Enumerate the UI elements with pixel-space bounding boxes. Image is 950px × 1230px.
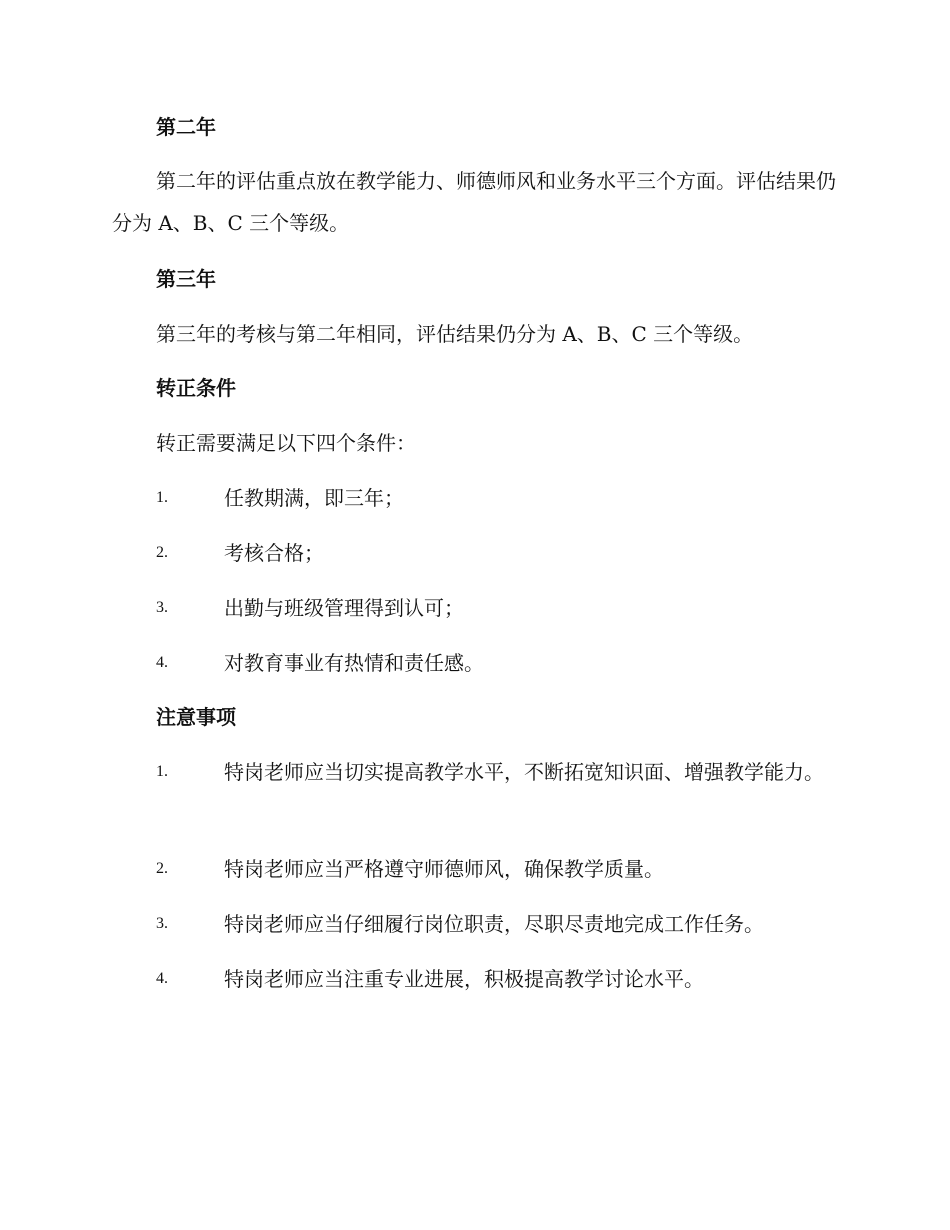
section-heading-year3: 第三年	[156, 267, 216, 291]
paragraph-conditions-intro: 转正需要满足以下四个条件：	[156, 431, 416, 455]
list-item-text: 任教期满，即三年；	[224, 486, 404, 510]
list-item-number: 4.	[156, 970, 168, 987]
list-item-text: 对教育事业有热情和责任感。	[224, 651, 484, 675]
list-item-number: 4.	[156, 654, 168, 671]
list-item	[112, 903, 836, 945]
list-item	[112, 642, 836, 684]
list-item-text: 出勤与班级管理得到认可；	[224, 596, 464, 620]
paragraph-year2: 第二年的评估重点放在教学能力、师德师风和业务水平三个方面。评估结果仍分为 A、B、C 三个等级。	[112, 169, 836, 235]
section-heading-conditions: 转正条件	[156, 376, 236, 400]
list-item	[112, 587, 836, 629]
list-item	[112, 958, 836, 1000]
list-item-text: 特岗老师应当严格遵守师德师风，确保教学质量。	[224, 857, 664, 881]
list-item	[112, 751, 836, 793]
list-item-number: 1.	[156, 489, 168, 506]
list-item-number: 2.	[156, 544, 168, 561]
list-item-number: 3.	[156, 599, 168, 616]
paragraph-year3: 第三年的考核与第二年相同，评估结果仍分为 A、B、C 三个等级。	[156, 322, 754, 346]
list-item	[112, 477, 836, 519]
list-item-text: 特岗老师应当仔细履行岗位职责，尽职尽责地完成工作任务。	[224, 912, 764, 936]
list-item-number: 2.	[156, 860, 168, 877]
list-item-number: 3.	[156, 915, 168, 932]
section-heading-notes: 注意事项	[156, 705, 236, 729]
section-heading-year2: 第二年	[156, 115, 216, 139]
list-item-number: 1.	[156, 763, 168, 780]
list-item-text: 考核合格；	[224, 541, 324, 565]
list-item	[112, 532, 836, 574]
list-item-text: 特岗老师应当切实提高教学水平，不断拓宽知识面、增强教学能力。	[224, 760, 824, 784]
list-item	[112, 848, 836, 890]
list-item-text: 特岗老师应当注重专业进展，积极提高教学讨论水平。	[224, 967, 704, 991]
